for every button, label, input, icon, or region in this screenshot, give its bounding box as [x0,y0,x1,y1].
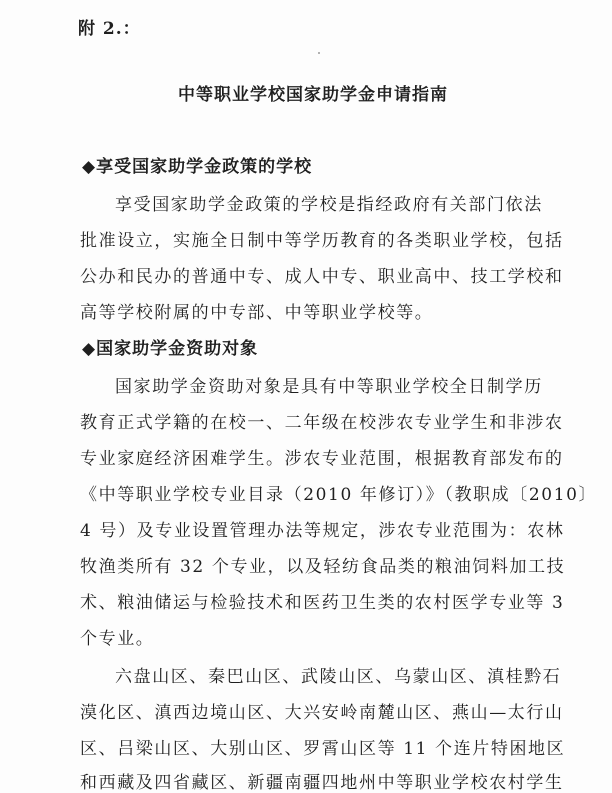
paragraph-line: 牧渔类所有 32 个专业，以及轻纺食品类的粮油饲料加工技 [80,557,566,577]
paragraph-line: 个专业。 [80,629,155,649]
attachment-label: 附 2.： [78,19,141,39]
paragraph-line: 高等学校附属的中专部、中等职业学校等。 [80,303,434,323]
document-title: 中等职业学校国家助学金申请指南 [178,85,448,105]
paragraph-line: 区、吕梁山区、大别山区、罗霄山区等 11 个连片特困地区 [80,739,566,759]
paragraph-line: 批准设立，实施全日制中等学历教育的各类职业学校，包括 [80,231,564,251]
paragraph-line: 漠化区、滇西边境山区、大兴安岭南麓山区、燕山—太行山 [80,703,564,723]
section-heading-funding-recipients: ◆国家助学金资助对象 [82,339,259,359]
paragraph-line: 国家助学金资助对象是具有中等职业学校全日制学历 [115,377,543,397]
paragraph-line: 六盘山区、秦巴山区、武陵山区、乌蒙山区、滇桂黔石 [115,667,562,687]
paragraph-line: 术、粮油储运与检验技术和医药卫生类的农村医学专业等 3 [80,593,565,613]
paragraph-line: 教育正式学籍的在校一、二年级在校涉农专业学生和非涉农 [80,413,564,433]
section-heading-eligible-schools: ◆享受国家助学金政策的学校 [82,157,313,177]
paragraph-line: 和西藏及四省藏区、新疆南疆四地州中等职业学校农村学生 [80,773,564,793]
paragraph-line: 4 号）及专业设置管理办法等规定，涉农专业范围为：农林 [80,521,565,541]
paragraph-line: 专业家庭经济困难学生。涉农专业范围，根据教育部发布的 [80,449,564,469]
paragraph-line: 《中等职业学校专业目录（2010 年修订）》（教职成〔2010〕 [80,485,598,505]
scan-speck [318,52,320,54]
paragraph-line: 享受国家助学金政策的学校是指经政府有关部门依法 [115,195,543,215]
paragraph-line: 公办和民办的普通中专、成人中专、职业高中、技工学校和 [80,267,564,287]
